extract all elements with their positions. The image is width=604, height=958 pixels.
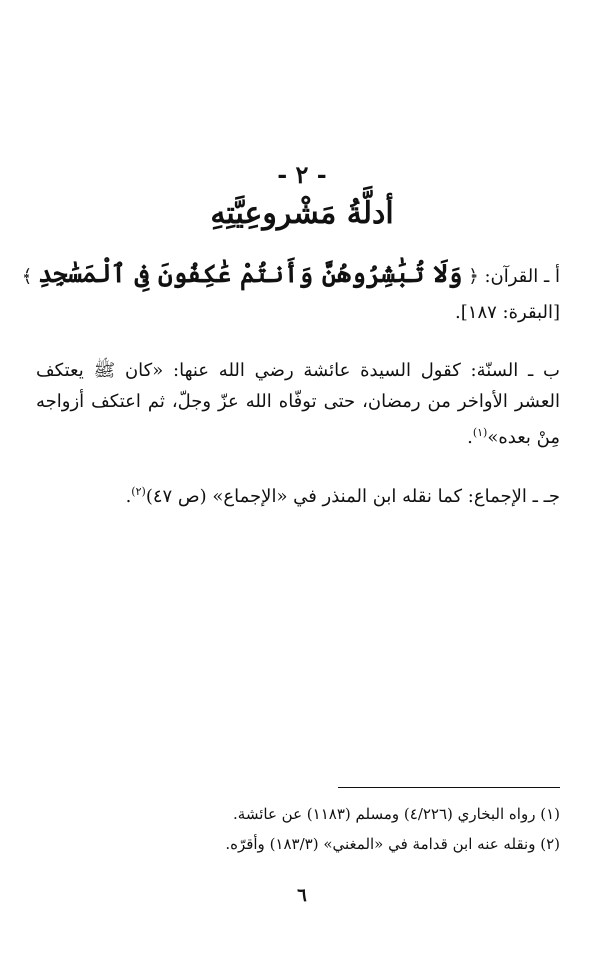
chapter-number: - ٢ - (277, 160, 327, 189)
verse-reference: [البقرة: ١٨٧]. (455, 302, 560, 323)
sunnah-text: كقول السيدة عائشة رضي الله عنها: «كان ﷺ يعتكف العشر الأواخر من رمضان، حتى توفّاه الله عزّ وجلّ، ثم اعتكف أزواجه مِنْ بعده» (36, 360, 560, 448)
verse-close-bracket: ﴾ (21, 266, 33, 287)
sunnah-evidence (36, 355, 560, 453)
footnote-1: (١) رواه البخاري (٤/٢٢٦) ومسلم (١١٨٣) عن عائشة. (233, 805, 560, 823)
footnote-ref-1[interactable]: (١) (472, 426, 488, 439)
footnote-divider (338, 787, 560, 788)
quran-verse: وَلَا تُبَٰشِرُوهُنَّ وَأَنتُمْ عَٰكِفُونَ فِى ٱلْمَسَٰجِدِ (38, 259, 463, 288)
sunnah-end: . (467, 427, 473, 448)
ijma-label: جـ ـ الإجماع: (467, 486, 560, 507)
chapter-title: أدلَّةُ مَشْروعِيَّتِهِ (210, 196, 394, 231)
quran-label: أ ـ القرآن: (484, 266, 560, 287)
quran-verse-line (21, 258, 560, 293)
sunnah-label: ب ـ السنّة: (470, 360, 560, 381)
ijma-end: . (125, 486, 132, 507)
ijma-evidence (36, 476, 560, 513)
footnote-2: (٢) ونقله عنه ابن قدامة في «المغني» (١٨٣/٣) وأقرّه. (225, 835, 560, 853)
footnote-ref-2[interactable]: (٢) (131, 485, 146, 498)
page-number: ٦ (297, 885, 307, 906)
footnotes (36, 799, 560, 859)
ijma-text: كما نقله ابن المنذر في «الإجماع» (ص ٤٧) (145, 486, 463, 507)
quran-evidence (21, 258, 560, 329)
verse-open-bracket: ﴿ (468, 266, 479, 287)
